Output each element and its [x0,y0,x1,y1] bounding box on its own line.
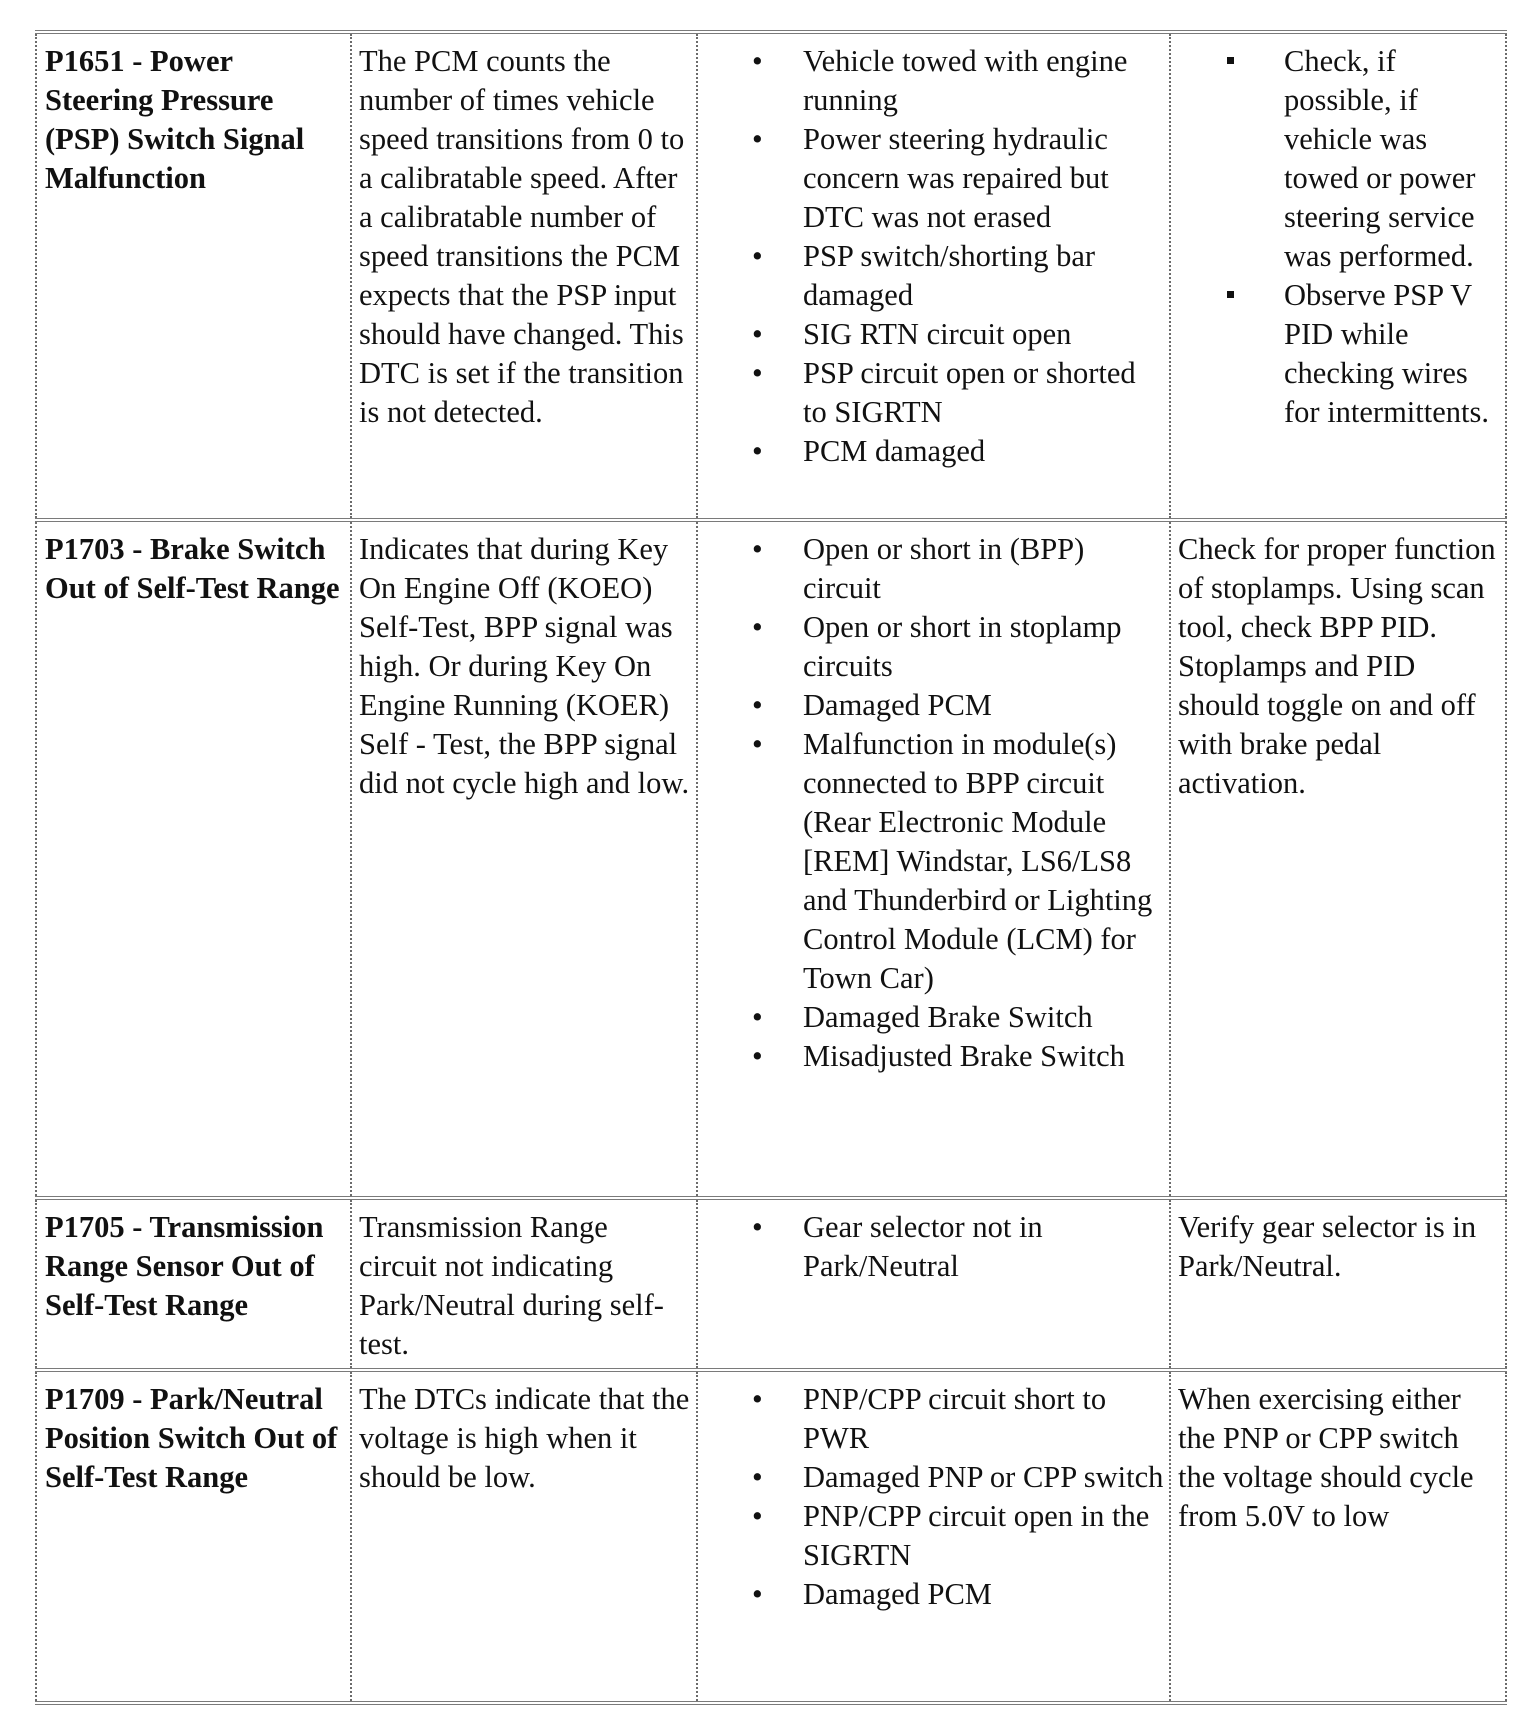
list-item: • PSP circuit open or shorted to SIGRTN [803,354,1165,432]
list-item: • Damaged PCM [803,686,1165,725]
causes-list [705,1208,1165,1286]
actions-list [1178,42,1501,432]
possible-causes [697,1198,1170,1370]
list-item: • Damaged PNP or CPP switch [803,1458,1165,1497]
list-item: • PSP switch/shorting bar damaged [803,237,1165,315]
diagnostic-action: Verify gear selector is in Park/Neutral. [1170,1198,1506,1370]
list-item: • Vehicle towed with engine running [803,42,1165,120]
list-item: • Misadjusted Brake Switch [803,1037,1165,1076]
dtc-document [35,30,1505,1705]
diagnostic-action: Check for proper function of stoplamps. Using scan tool, check BPP PID. Stoplamps and PID should toggle on and off with brake pedal activation. [1170,520,1506,1198]
list-item: Check, if possible, if vehicle was towed or power steering service was performed. [1284,42,1501,276]
diagnostic-action [1170,32,1506,520]
dtc-description: Indicates that during Key On Engine Off (KOEO) Self-Test, BPP signal was high. Or during Key On Engine Running (KOER) Self - Test, the BPP signal did not cycle high and low. [351,520,697,1198]
list-item: • Power steering hydraulic concern was repaired but DTC was not erased [803,120,1165,237]
list-item: • PCM damaged [803,432,1165,471]
dtc-table [35,30,1507,1705]
table-row [36,32,1506,520]
list-item: • Damaged Brake Switch [803,998,1165,1037]
list-item: • Open or short in stoplamp circuits [803,608,1165,686]
causes-list [705,1380,1165,1614]
possible-causes [697,1370,1170,1703]
dtc-description: The PCM counts the number of times vehicle speed transitions from 0 to a calibratable speed. After a calibratable number of speed transitions the PCM expects that the PSP input should have changed. This DTC is set if the transition is not detected. [351,32,697,520]
list-item: Observe PSP V PID while checking wires for intermittents. [1284,276,1501,432]
causes-list [705,530,1165,1076]
list-item: • PNP/CPP circuit open in the SIGRTN [803,1497,1165,1575]
causes-list [705,42,1165,471]
table-row [36,520,1506,1198]
list-item: • Malfunction in module(s) connected to BPP circuit (Rear Electronic Module [REM] Windstar, LS6/LS8 and Thunderbird or Lighting Control Module (LCM) for Town Car) [803,725,1165,998]
dtc-code: P1703 - Brake Switch Out of Self-Test Range [36,520,351,1198]
dtc-code: P1705 - Transmission Range Sensor Out of Self-Test Range [36,1198,351,1370]
list-item: • PNP/CPP circuit short to PWR [803,1380,1165,1458]
possible-causes [697,520,1170,1198]
dtc-code: P1709 - Park/Neutral Position Switch Out of Self-Test Range [36,1370,351,1703]
list-item: • SIG RTN circuit open [803,315,1165,354]
possible-causes [697,32,1170,520]
list-item: • Gear selector not in Park/Neutral [803,1208,1165,1286]
list-item: • Open or short in (BPP) circuit [803,530,1165,608]
dtc-description: Transmission Range circuit not indicating Park/Neutral during self-test. [351,1198,697,1370]
table-row [36,1198,1506,1370]
dtc-code: P1651 - Power Steering Pressure (PSP) Switch Signal Malfunction [36,32,351,520]
diagnostic-action: When exercising either the PNP or CPP switch the voltage should cycle from 5.0V to low [1170,1370,1506,1703]
list-item: • Damaged PCM [803,1575,1165,1614]
table-row [36,1370,1506,1703]
dtc-description: The DTCs indicate that the voltage is high when it should be low. [351,1370,697,1703]
